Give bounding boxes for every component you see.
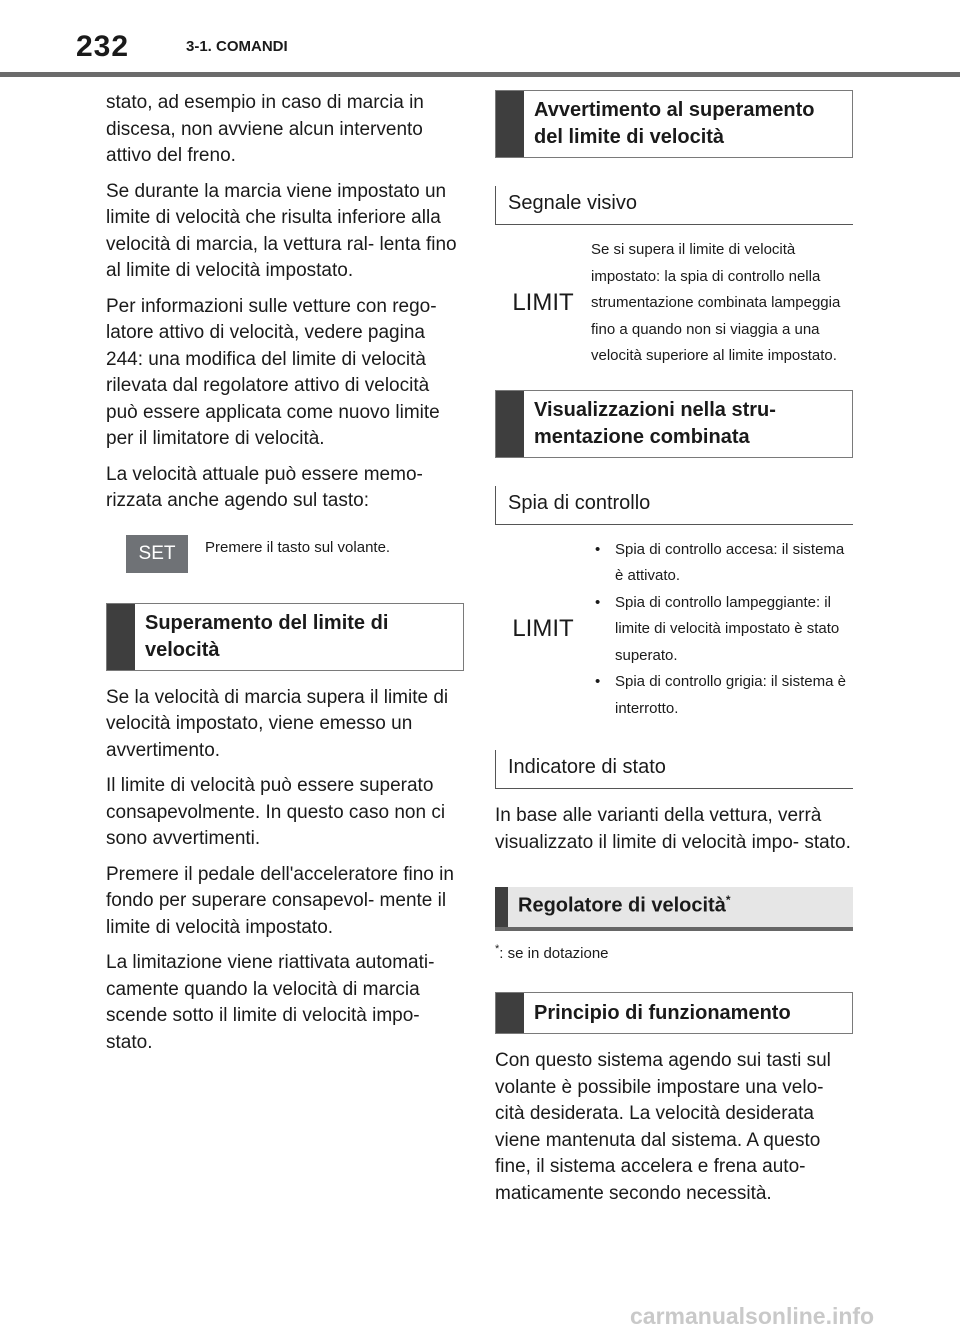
subheading-segnale-visivo: Segnale visivo xyxy=(495,186,853,225)
chapter-title: 3-1. COMANDI xyxy=(186,38,288,55)
heading-bar xyxy=(495,887,508,927)
paragraph: Con questo sistema agendo sui tasti sul volante è possibile impostare una velo- cità desiderata. La velocità desiderata viene mantenuta dal sistema. A questo fine, il sistema accelera e frena auto- maticamente secondo necessità. xyxy=(495,1050,831,1204)
list-item: • Spia di controllo lampeggiante: il limite di velocità impostato è stato superato. xyxy=(607,590,853,670)
heading-bar xyxy=(107,604,135,670)
heading-bar xyxy=(496,391,524,457)
watermark: carmanualsonline.info xyxy=(630,1303,875,1329)
heading-bar xyxy=(496,91,524,157)
subheading-indicatore-di-stato: Indicatore di stato xyxy=(495,750,853,789)
paragraph: Se durante la marcia viene impostato un limite di velocità che risulta inferiore alla velocità di marcia, la vettura ral- lenta fino al limite di velocità impostato. xyxy=(106,180,457,281)
set-button-row xyxy=(126,535,464,573)
paragraph: La velocità attuale può essere memo- rizzata anche agendo sul tasto: xyxy=(106,463,423,511)
paragraph: stato, ad esempio in caso di marcia in discesa, non avviene alcun intervento attivo del freno. xyxy=(106,92,424,166)
right-column xyxy=(495,90,853,1216)
section-heading-text: Regolatore di velocità* xyxy=(518,893,731,917)
subheading-spia-di-controllo: Spia di controllo xyxy=(495,486,853,525)
limit-indicator-icon: LIMIT xyxy=(512,615,574,643)
paragraph: Se la velocità di marcia supera il limite di velocità impostato, viene emesso un avvertimento. xyxy=(106,686,449,761)
paragraph: Il limite di velocità può essere superato consapevolmente. In questo caso non ci sono avvertimenti. xyxy=(106,775,446,849)
control-light-list xyxy=(591,537,853,723)
limit-indicator-icon: LIMIT xyxy=(512,289,574,317)
section-heading-avvertimento xyxy=(495,90,853,158)
heading-bar xyxy=(496,993,524,1033)
limit-control-row xyxy=(495,537,853,723)
section-heading-text: Principio di funzionamento xyxy=(534,1001,791,1024)
list-item: • Spia di controllo grigia: il sistema è interrotto. xyxy=(607,669,853,722)
footnote: *: se in dotazione xyxy=(495,943,609,962)
paragraph: La limitazione viene riattivata automati- camente quando la velocità di marcia scende sotto il limite di velocità impo- stato. xyxy=(106,952,435,1053)
set-button-icon: SET xyxy=(126,535,188,573)
paragraph: In base alle varianti della vettura, verrà visualizzato il limite di velocità impo- stato. xyxy=(495,805,851,853)
section-heading-regolatore xyxy=(495,887,853,931)
section-heading-text: Avvertimento al superamento del limite di velocità xyxy=(534,99,815,148)
header-divider xyxy=(0,72,960,77)
section-heading-visualizzazioni xyxy=(495,390,853,458)
section-heading-principio xyxy=(495,992,853,1034)
paragraph: Per informazioni sulle vetture con rego- latore attivo di velocità, vedere pagina 244: una modifica del limite di velocità rilevata dal regolatore attivo di velocità può essere applicata come nuovo limite per il limitatore di velocità. xyxy=(106,295,440,449)
list-item: • Spia di controllo accesa: il sistema è attivato. xyxy=(607,537,853,590)
limit-signal-description: Se si supera il limite di velocità impostato: la spia di controllo nella strumentazione combinata lampeggia fino a quando non si viaggia a una velocità superiore al limite impostato. xyxy=(591,241,841,364)
section-heading-superamento xyxy=(106,603,464,671)
paragraph: Premere il pedale dell'acceleratore fino in fondo per superare consapevol- mente il limite di velocità impostato. xyxy=(106,863,454,938)
section-heading-text: Superamento del limite di velocità xyxy=(145,611,389,661)
page-header xyxy=(0,0,960,78)
section-heading-text: Visualizzazioni nella stru- mentazione combinata xyxy=(534,398,776,448)
set-button-description: Premere il tasto sul volante. xyxy=(205,538,391,556)
limit-signal-row xyxy=(495,237,853,370)
left-column xyxy=(106,90,464,1065)
page-number: 232 xyxy=(76,30,130,63)
